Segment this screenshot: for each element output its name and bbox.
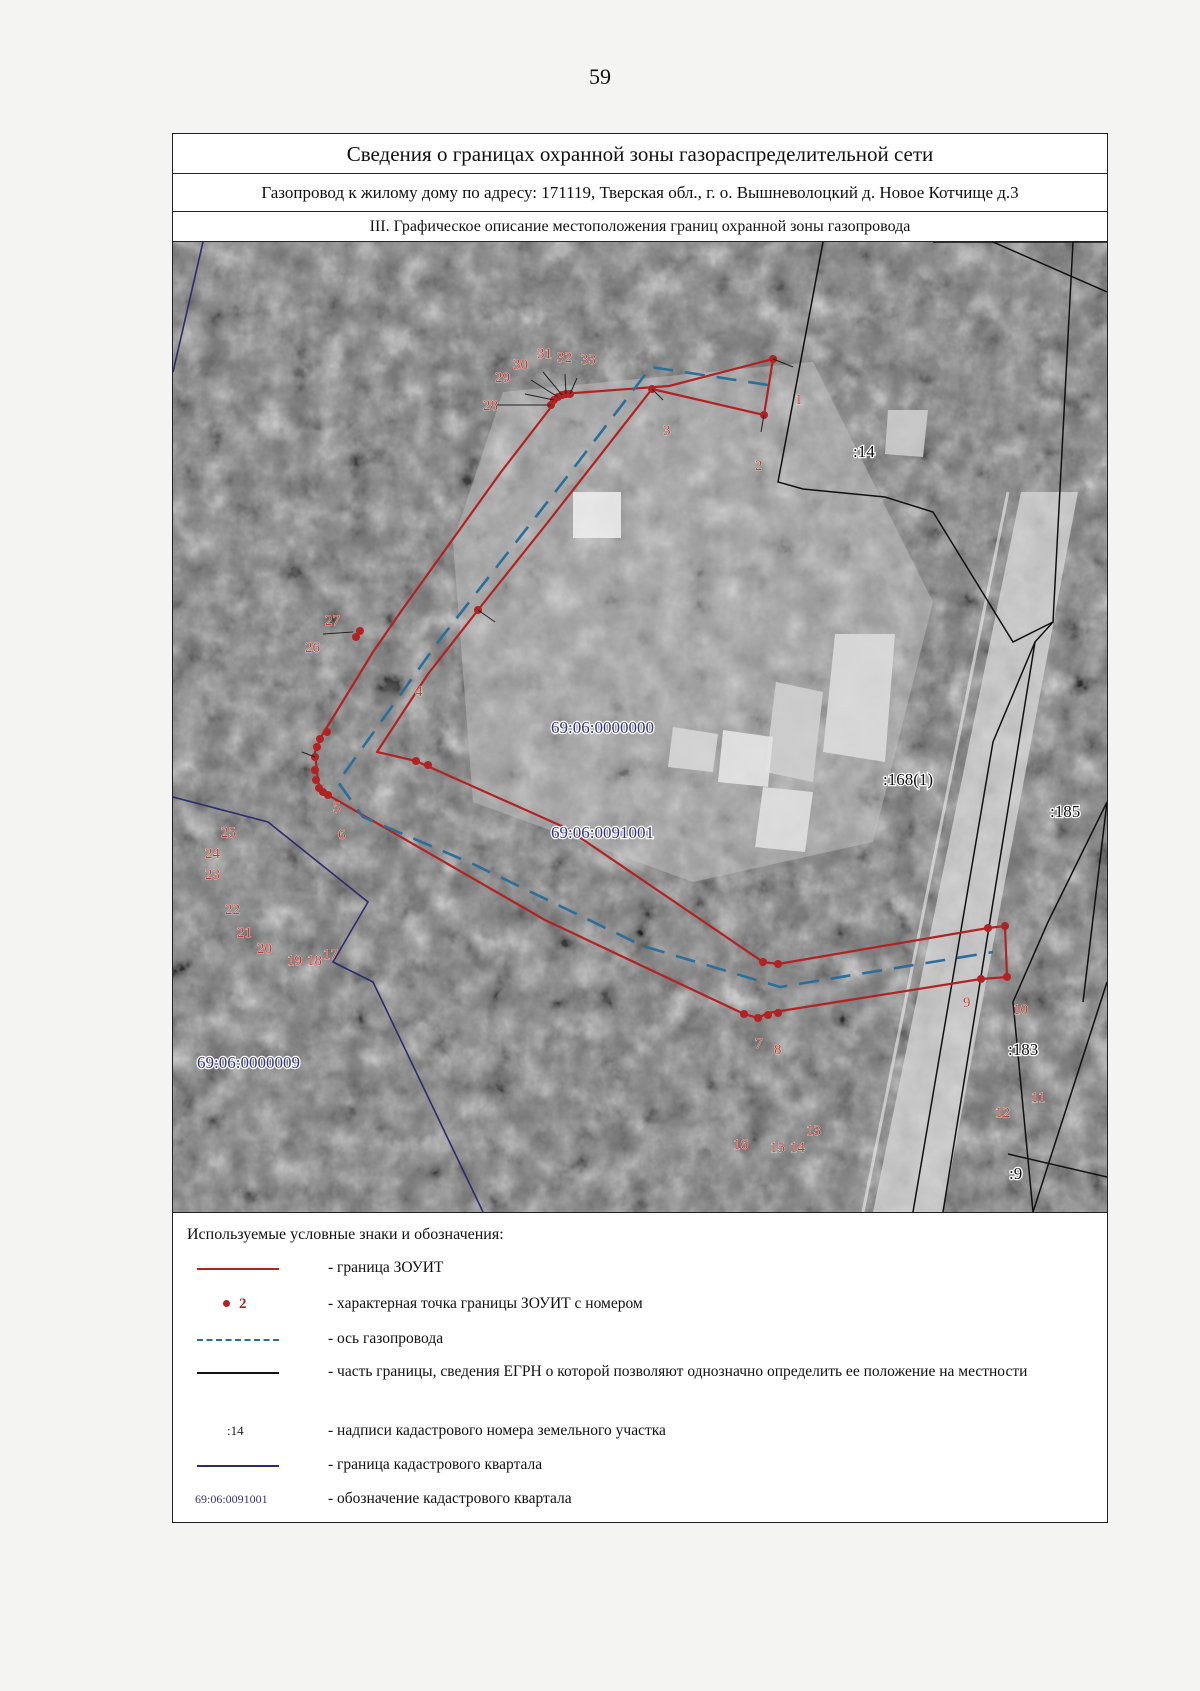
point-label: 5	[333, 800, 341, 816]
legend-symbol-red-dot	[187, 1292, 287, 1322]
quarter-label: 69:06:0000009	[197, 1053, 300, 1072]
point-label: 9	[963, 995, 971, 1011]
object-description: Газопровод к жилому дому по адресу: 171119, Тверская обл., г. о. Вышневолоцкий д. Новое Котчище д.3	[173, 174, 1107, 212]
section-title: III. Графическое описание местоположения границ охранной зоны газопровода	[173, 212, 1107, 242]
boundary-point	[754, 1014, 762, 1022]
parcel-label: :183	[1008, 1040, 1039, 1059]
legend-symbol-black-line	[187, 1360, 287, 1390]
boundary-point	[356, 627, 364, 635]
point-label: 26	[305, 640, 320, 656]
quarter-label: 69:06:0000000	[551, 718, 654, 737]
point-label: 23	[205, 867, 220, 883]
legend-title: Используемые условные знаки и обозначения:	[187, 1226, 504, 1243]
building	[668, 727, 718, 772]
legend-text: - граница кадастрового квартала	[328, 1456, 543, 1473]
point-label: 32	[557, 350, 572, 366]
boundary-point	[424, 761, 432, 769]
building	[823, 634, 895, 762]
point-label: 13	[806, 1123, 821, 1139]
legend-symbol-blue-dash	[187, 1327, 287, 1357]
boundary-point	[774, 1009, 782, 1017]
boundary-point	[740, 1010, 748, 1018]
point-label: 20	[257, 941, 272, 957]
legend-text: - характерная точка границы ЗОУИТ с номером	[328, 1295, 643, 1312]
boundary-point	[323, 728, 331, 736]
boundary-point	[316, 735, 324, 743]
legend-text: - часть границы, сведения ЕГРН о которой позволяют однозначно определить ее положение на местности	[328, 1363, 1028, 1380]
page-number: 59	[589, 64, 611, 89]
boundary-point	[313, 743, 321, 751]
legend-sample: :14	[227, 1423, 244, 1438]
legend-symbol-red-line	[187, 1256, 287, 1286]
legend-symbol-quarter-label	[187, 1487, 287, 1517]
point-label: 2	[755, 458, 763, 474]
boundary-point	[412, 757, 420, 765]
legend-text: - надписи кадастрового номера земельного участка	[328, 1422, 666, 1439]
legend-symbol-text-label	[187, 1419, 287, 1449]
point-label: 12	[995, 1105, 1010, 1121]
point-label: 19	[287, 953, 302, 969]
legend-symbol-navy-line	[187, 1453, 287, 1483]
sheet-title: Сведения о границах охранной зоны газораспределительной сети	[173, 134, 1107, 174]
legend-text: - граница ЗОУИТ	[328, 1259, 444, 1276]
point-label: 3	[663, 423, 671, 439]
building	[885, 410, 928, 457]
parcel-label: :9	[1009, 1164, 1023, 1183]
map-area[interactable]	[173, 242, 1107, 1213]
point-label: 28	[483, 398, 498, 414]
parcel-label: :14	[853, 442, 875, 461]
point-label: 8	[774, 1042, 782, 1058]
building	[573, 492, 621, 538]
building	[755, 787, 813, 852]
point-label: 29	[495, 370, 510, 386]
point-label: 24	[205, 846, 220, 862]
point-label: 1	[795, 392, 803, 408]
point-label: 21	[237, 925, 252, 941]
boundary-point	[315, 784, 323, 792]
legend-text: - ось газопровода	[328, 1330, 444, 1347]
point-label: 10	[1013, 1002, 1028, 1018]
point-label: 33	[581, 352, 596, 368]
legend-sample: 2	[239, 1296, 247, 1312]
parcel-label: :168(1)	[883, 770, 934, 789]
building	[718, 730, 773, 787]
boundary-point	[774, 960, 782, 968]
point-label: 22	[225, 902, 240, 918]
boundary-point	[1003, 973, 1011, 981]
point-label: 30	[513, 357, 528, 373]
point-label: 14	[790, 1140, 805, 1156]
point-label: 27	[325, 613, 340, 629]
point-label: 16	[733, 1137, 748, 1153]
point-label: 25	[221, 825, 236, 841]
legend-text: - обозначение кадастрового квартала	[328, 1490, 572, 1507]
boundary-point	[984, 924, 992, 932]
parcel-label: :185	[1050, 802, 1081, 821]
boundary-point	[764, 1011, 772, 1019]
point-label: 4	[415, 684, 423, 700]
point-label: 18	[307, 953, 322, 969]
point-label: 11	[1031, 1090, 1046, 1106]
point-label: 15	[770, 1140, 785, 1156]
point-label: 6	[338, 827, 346, 843]
point-label: 7	[755, 1036, 763, 1052]
boundary-point	[1001, 922, 1009, 930]
quarter-label: 69:06:0091001	[551, 823, 654, 842]
document-frame	[172, 133, 1108, 1523]
boundary-point	[759, 958, 767, 966]
boundary-point	[311, 766, 319, 774]
legend-sample: 69:06:0091001	[195, 1492, 268, 1506]
legend	[173, 1214, 1107, 1520]
map-svg	[173, 242, 1107, 1212]
boundary-point	[312, 776, 320, 784]
point-label: 17	[323, 947, 338, 963]
boundary-point	[977, 975, 985, 983]
point-label: 31	[537, 346, 552, 362]
